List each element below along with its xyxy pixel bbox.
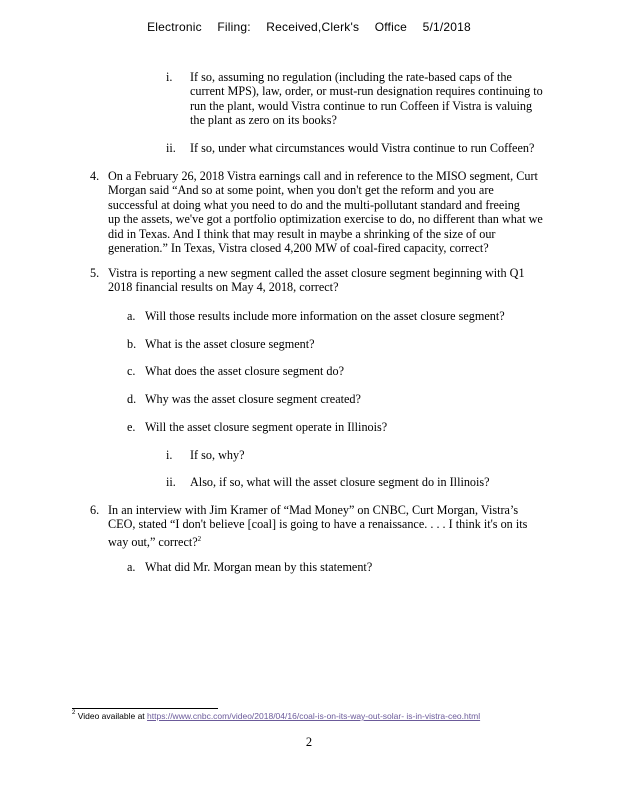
footnote-text: Video available at — [77, 711, 145, 721]
item-line: run the plant, would Vistra continue to run Coffeen if Vistra is valuing — [190, 98, 533, 113]
item-number: d. — [127, 392, 137, 406]
header-word: Electronic — [147, 20, 202, 34]
item-line: If so, why? — [190, 448, 245, 462]
item-number: i. — [166, 448, 173, 462]
footnote-ref[interactable]: 2 — [197, 534, 202, 543]
item-number: c. — [127, 364, 136, 378]
item-line: CEO, stated “I don't believe [coal] is going to have a renaissance. . . . I think it's on its — [108, 517, 528, 532]
item-number: b. — [127, 337, 137, 351]
filing-header — [0, 20, 618, 34]
item-number: a. — [127, 560, 136, 574]
footnote-mark: 2 — [72, 710, 76, 716]
item-number: ii. — [166, 141, 176, 155]
item-number: 6. — [90, 503, 100, 517]
item-line: successful at doing what you need to do and the multi-pollutant standard and freeing — [108, 197, 520, 212]
item-line: 2018 financial results on May 4, 2018, correct? — [108, 280, 339, 295]
item-line — [108, 532, 201, 549]
item-line: On a February 26, 2018 Vistra earnings call and in reference to the MISO segment, Curt — [108, 169, 538, 183]
footnote-link[interactable]: https://www.cnbc.com/video/2018/04/16/coal-is-on-its-way-out-solar- is-in-vistra-ceo.html — [147, 711, 481, 721]
item-line-text: way out,” correct? — [108, 534, 198, 549]
header-word: Received,Clerk's — [266, 20, 360, 34]
item-line: What does the asset closure segment do? — [145, 364, 344, 378]
item-number: 5. — [90, 266, 100, 280]
item-line: What is the asset closure segment? — [145, 337, 315, 351]
item-number: ii. — [166, 475, 176, 489]
item-line: Will the asset closure segment operate in Illinois? — [145, 420, 388, 434]
item-line: If so, assuming no regulation (including the rate-based caps of the — [190, 70, 512, 84]
item-line: Vistra is reporting a new segment called the asset closure segment beginning with Q1 — [108, 266, 525, 280]
item-number: a. — [127, 309, 136, 323]
item-line: up the assets, we've got a portfolio optimization exercise to do, no different than what we — [108, 212, 543, 227]
item-line: What did Mr. Morgan mean by this statement? — [145, 560, 373, 574]
footnote — [72, 711, 480, 721]
item-number: e. — [127, 420, 136, 434]
header-word: Filing: — [217, 20, 251, 34]
item-line: generation.” In Texas, Vistra closed 4,200 MW of coal-fired capacity, correct? — [108, 241, 489, 255]
item-number: i. — [166, 70, 173, 84]
page-number: 2 — [305, 735, 313, 749]
item-number: 4. — [90, 169, 100, 183]
item-line: current MPS), law, order, or must-run designation requires continuing to — [190, 84, 543, 99]
item-line: the plant as zero on its books? — [190, 113, 337, 128]
item-line: did in Texas. And I think that may result in maybe a shrinking of the size of our — [108, 226, 496, 241]
item-line: If so, under what circumstances would Vistra continue to run Coffeen? — [190, 141, 535, 155]
item-line: Will those results include more information on the asset closure segment? — [145, 309, 505, 323]
item-line: Morgan said “And so at some point, when you don't get the reform and you are — [108, 183, 494, 198]
footnote-divider — [72, 708, 218, 709]
item-line: In an interview with Jim Kramer of “Mad Money” on CNBC, Curt Morgan, Vistra’s — [108, 503, 519, 517]
header-date: 5/1/2018 — [422, 20, 471, 34]
item-line: Also, if so, what will the asset closure segment do in Illinois? — [190, 475, 490, 489]
item-line: Why was the asset closure segment created? — [145, 392, 361, 406]
header-word: Office — [374, 20, 408, 34]
